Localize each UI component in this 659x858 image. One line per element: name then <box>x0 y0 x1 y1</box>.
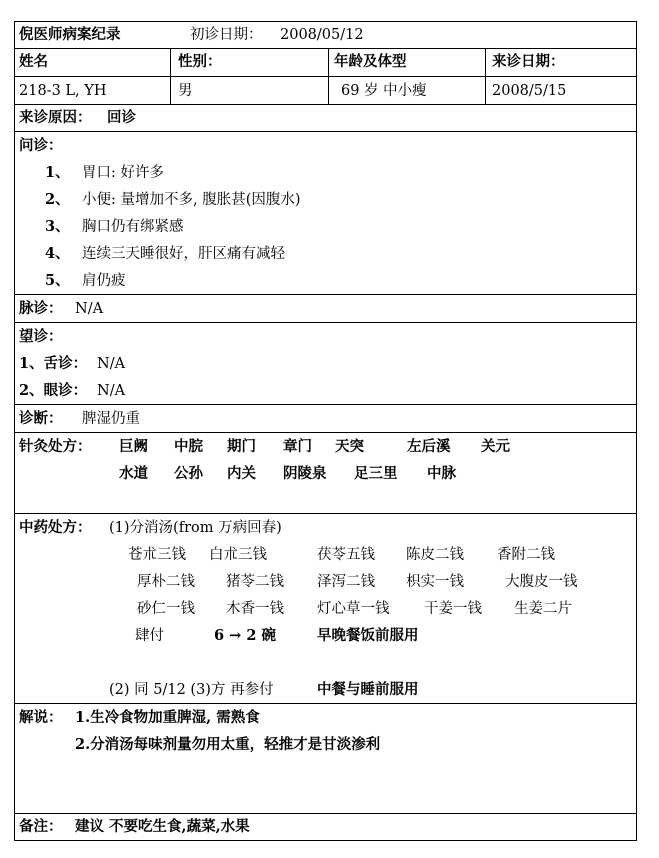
inquiry-item-text: 胃口: 好许多 <box>82 165 164 181</box>
inquiry-item-num: 4、 <box>45 245 70 262</box>
pulse-value: N/A <box>75 301 104 317</box>
formula-2: (2) 同 5/12 (3)方 再参付 <box>109 682 274 698</box>
acupoint: 公孙 <box>174 465 203 482</box>
herb: 苍朮三钱 <box>128 547 186 563</box>
eye-value: N/A <box>97 383 126 399</box>
acupuncture-row <box>15 433 636 514</box>
notes-value: 建议 不要吃生食,蔬菜,水果 <box>75 818 250 835</box>
info-header-row <box>15 49 636 77</box>
explanation-label: 解说： <box>19 709 63 726</box>
visit-date-value-cell <box>485 77 636 104</box>
inquiry-item-text: 肩仍疲 <box>82 273 126 289</box>
diagnosis-value: 脾湿仍重 <box>82 411 140 427</box>
inquiry-item-text: 胸口仍有绑紧感 <box>82 219 184 235</box>
acupuncture-label: 针灸处方： <box>19 438 92 455</box>
herb: 灯心草一钱 <box>317 601 390 617</box>
herb: 香附二钱 <box>497 547 555 563</box>
case-record-sheet <box>14 21 637 841</box>
formula-1: (1)分消汤(from 万病回春) <box>109 520 282 536</box>
patient-sex: 男 <box>178 83 193 99</box>
age-header-cell <box>328 49 485 76</box>
herb: 生姜二片 <box>514 601 572 617</box>
explanation-line-2: 2.分消汤每味剂量勿用太重，轻推才是甘淡渗利 <box>75 736 381 753</box>
herb: 厚朴二钱 <box>137 574 195 590</box>
inquiry-label: 问诊： <box>19 137 63 154</box>
tongue-value: N/A <box>97 356 126 372</box>
pulse-label: 脉诊： <box>19 300 63 317</box>
header-row <box>15 22 636 49</box>
patient-age-build: 69 岁 中小瘦 <box>341 83 427 99</box>
inquiry-item-num: 3、 <box>45 218 70 235</box>
first-visit-label: 初诊日期： <box>190 27 263 43</box>
observation-row <box>15 323 636 405</box>
sex-header: 性别： <box>178 53 222 70</box>
sex-header-cell <box>170 49 328 76</box>
pulse-row <box>15 295 636 323</box>
herb: 白朮三钱 <box>209 547 267 563</box>
name-header-cell <box>15 49 170 76</box>
sex-value-cell <box>170 77 328 104</box>
acupoint: 阴陵泉 <box>283 465 327 482</box>
notes-label: 备注： <box>19 818 63 835</box>
patient-id: 218-3 L, YH <box>19 83 107 99</box>
acupoint: 章门 <box>283 438 312 455</box>
acupoint: 关元 <box>481 438 510 455</box>
diagnosis-row <box>15 405 636 433</box>
diagnosis-label: 诊断： <box>19 410 63 427</box>
herb: 猪苓二钱 <box>226 574 284 590</box>
visit-date-header: 来诊日期： <box>492 53 565 70</box>
herb: 砂仁一钱 <box>137 601 195 617</box>
acupoint: 足三里 <box>354 465 398 482</box>
reason-label: 来诊原因： <box>19 109 92 126</box>
explanation-row <box>15 704 636 814</box>
acupoint: 期门 <box>227 438 256 455</box>
acupoint: 水道 <box>119 465 148 482</box>
reason-row <box>15 105 636 132</box>
inquiry-item-num: 2、 <box>45 191 70 208</box>
name-header: 姓名 <box>19 53 48 70</box>
acupoint: 中脘 <box>174 438 203 455</box>
visit-date-header-cell <box>485 49 636 76</box>
inquiry-item-num: 5、 <box>45 272 70 289</box>
name-value-cell <box>15 77 170 104</box>
eye-label: 2、眼诊： <box>19 382 88 399</box>
reason-value: 回诊 <box>107 109 136 126</box>
info-value-row <box>15 77 636 105</box>
usage-2: 中餐与睡前服用 <box>317 681 419 698</box>
inquiry-item-text: 小便: 量增加不多, 腹胀甚(因腹水) <box>82 192 301 208</box>
first-visit-date: 2008/05/12 <box>280 27 364 43</box>
usage-1: 早晚餐饭前服用 <box>317 627 419 644</box>
herb: 茯苓五钱 <box>317 547 375 563</box>
record-title: 倪医师病案纪录 <box>19 26 121 43</box>
inquiry-item-text: 连续三天睡很好，肝区痛有减轻 <box>82 246 285 262</box>
acupoint: 巨阙 <box>119 438 148 455</box>
herb: 泽泻二钱 <box>317 574 375 590</box>
acupoint: 中脉 <box>427 465 456 482</box>
inquiry-item-num: 1、 <box>45 164 70 181</box>
doses-count: 肆付 <box>135 628 164 644</box>
doses-decoction: 6 → 2 碗 <box>214 627 276 644</box>
herbal-label: 中药处方： <box>19 519 92 536</box>
inquiry-row <box>15 132 636 295</box>
herb: 大腹皮一钱 <box>505 574 578 590</box>
herb: 木香一钱 <box>226 601 284 617</box>
acupoint: 内关 <box>227 465 256 482</box>
age-header: 年龄及体型 <box>334 53 407 70</box>
herb: 干姜一钱 <box>424 601 482 617</box>
notes-row <box>15 814 636 840</box>
herbal-row <box>15 514 636 704</box>
visit-date: 2008/5/15 <box>492 83 567 99</box>
herb: 陈皮二钱 <box>406 547 464 563</box>
acupoint: 左后溪 <box>407 438 451 455</box>
herb: 枳实一钱 <box>406 574 464 590</box>
tongue-label: 1、舌诊： <box>19 355 88 372</box>
explanation-line-1: 1.生冷食物加重脾湿, 需熟食 <box>75 709 260 726</box>
age-value-cell <box>328 77 485 104</box>
acupoint: 天突 <box>335 438 364 455</box>
observation-label: 望诊： <box>19 328 63 345</box>
